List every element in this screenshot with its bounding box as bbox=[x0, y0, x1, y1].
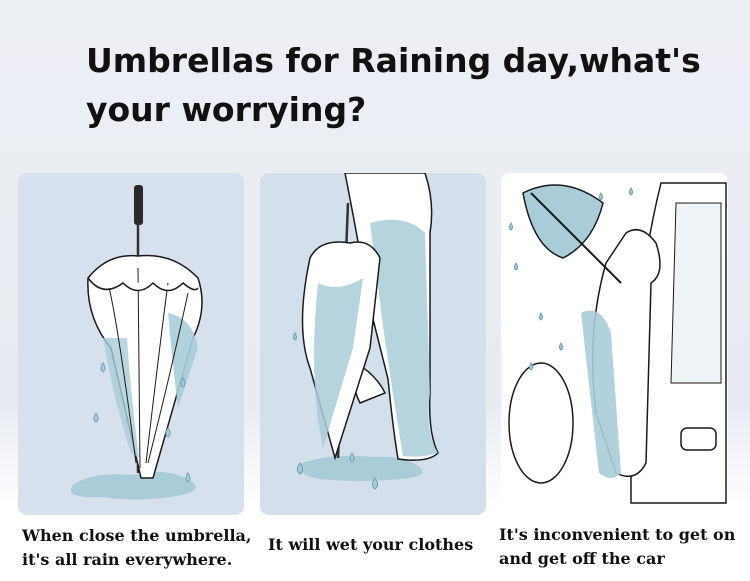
car-wheel bbox=[509, 363, 573, 483]
caption-3-line-2: and get off the car bbox=[499, 549, 665, 568]
caption-1-line-1: When close the umbrella, bbox=[22, 526, 252, 545]
caption-1-line-2: it's all rain everywhere. bbox=[22, 550, 233, 569]
illustration-panel-closed-umbrella bbox=[18, 173, 244, 515]
closed-umbrella-illustration bbox=[18, 173, 244, 515]
caption-2-line-1: It will wet your clothes bbox=[268, 535, 474, 554]
car-door-illustration bbox=[501, 173, 728, 515]
umbrella-handle bbox=[134, 185, 143, 225]
title-line-2: your worrying? bbox=[86, 90, 367, 129]
page-title bbox=[86, 36, 726, 134]
panel-caption-1 bbox=[22, 524, 251, 572]
caption-3-line-1: It's inconvenient to get on bbox=[499, 525, 736, 544]
illustration-panel-car bbox=[501, 173, 728, 515]
puddle-shape bbox=[71, 472, 196, 500]
illustration-panel-wet-clothes bbox=[260, 173, 486, 515]
wet-clothes-illustration bbox=[260, 173, 486, 515]
panel-caption-3 bbox=[499, 523, 735, 571]
panel-caption-2 bbox=[268, 533, 473, 557]
title-line-1: Umbrellas for Raining day,what's bbox=[86, 41, 701, 80]
